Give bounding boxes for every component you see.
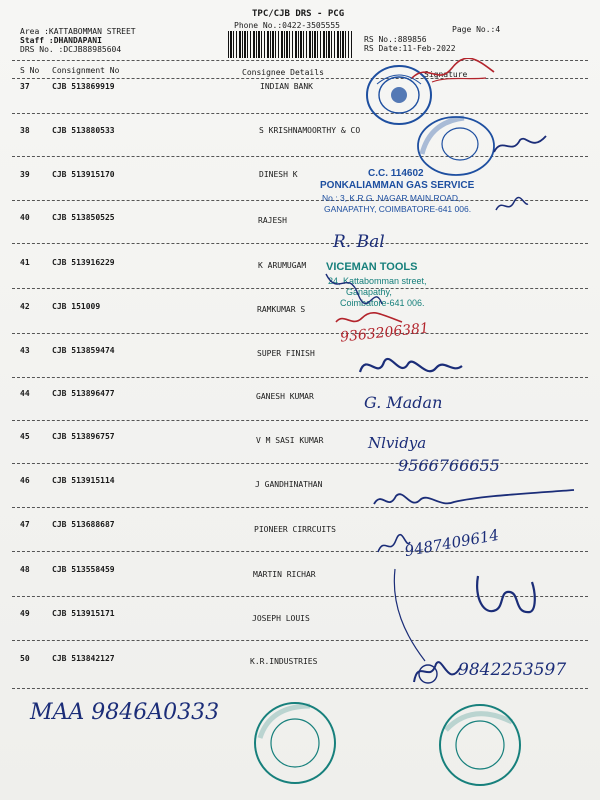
page-number: Page No.:4 xyxy=(452,25,501,34)
col-sno: S No xyxy=(20,66,40,75)
table-row xyxy=(0,432,600,476)
rs-number: RS No.:889856 xyxy=(364,35,427,44)
row-sno: 38 xyxy=(20,126,30,135)
row-divider xyxy=(12,243,588,244)
handwritten-phone: 9566766655 xyxy=(398,456,500,475)
row-divider xyxy=(12,377,588,378)
gas-service-stamp xyxy=(310,167,490,217)
stamp-line: C.C. 114602 xyxy=(368,168,424,179)
table-row xyxy=(0,213,600,257)
handwritten-note: MAA 9846A0333 xyxy=(30,700,220,725)
sheet-title: TPC/CJB DRS - PCG xyxy=(252,9,345,19)
row-consignee: SUPER FINISH xyxy=(257,349,315,358)
row-sno: 49 xyxy=(20,609,30,618)
signature-scribble xyxy=(470,568,540,622)
row-sno: 42 xyxy=(20,302,30,311)
row-consignment: CJB 513869919 xyxy=(52,82,115,91)
row-consignment: CJB 513915114 xyxy=(52,476,115,485)
row-divider xyxy=(12,333,588,334)
col-signature: Signature xyxy=(424,70,468,79)
row-consignee: V M SASI KUMAR xyxy=(256,436,324,445)
row-divider xyxy=(12,463,588,464)
row-divider xyxy=(12,288,588,289)
stamp-line: VICEMAN TOOLS xyxy=(326,261,418,273)
row-consignment: CJB 513896477 xyxy=(52,389,115,398)
table-row xyxy=(0,389,600,433)
row-consignee: MARTIN RICHAR xyxy=(253,570,316,579)
row-consignee: K ARUMUGAM xyxy=(258,261,307,270)
row-divider xyxy=(12,420,588,421)
handwritten-signature: Nlvidya xyxy=(368,434,427,452)
staff-label: Staff :DHANDAPANI xyxy=(20,36,102,45)
table-row xyxy=(0,520,600,564)
row-sno: 41 xyxy=(20,258,30,267)
row-divider xyxy=(12,551,588,552)
handwritten-signature: G. Madan xyxy=(364,393,443,412)
row-sno: 37 xyxy=(20,82,30,91)
rs-date: RS Date:11-Feb-2022 xyxy=(364,44,456,53)
column-divider xyxy=(12,78,588,79)
handwritten-phone: 9363206381 xyxy=(339,320,430,346)
stamp-line: Ganapathy, xyxy=(346,287,392,297)
stamp-line: Coimbatore-641 006. xyxy=(340,298,425,308)
row-consignment: CJB 513842127 xyxy=(52,654,115,663)
stamp-line: GANAPATHY, COIMBATORE-641 006. xyxy=(324,204,472,214)
signature-scribble xyxy=(385,565,465,665)
row-consignment: CJB 513558459 xyxy=(52,565,115,574)
table-row xyxy=(0,82,600,126)
row-consignee: RAMKUMAR S xyxy=(257,305,306,314)
stamp-line: No.: 3, K.R.G. NAGAR MAIN ROAD, xyxy=(322,193,461,203)
row-consignment: CJB 513859474 xyxy=(52,346,115,355)
row-consignee: INDIAN BANK xyxy=(260,82,313,91)
row-consignee: JOSEPH LOUIS xyxy=(252,614,310,623)
row-consignee: J GANDHINATHAN xyxy=(255,480,323,489)
handwritten-phone: 9487409614 xyxy=(403,525,501,561)
row-consignment: CJB 513880533 xyxy=(52,126,115,135)
devata-associates-stamp-left xyxy=(250,698,340,788)
row-sno: 43 xyxy=(20,346,30,355)
row-consignment: CJB 513915170 xyxy=(52,170,115,179)
row-sno: 46 xyxy=(20,476,30,485)
signature-scribble xyxy=(408,58,498,88)
row-consignee: PIONEER CIRRCUITS xyxy=(254,525,336,534)
barcode xyxy=(228,31,352,58)
stamp-line: PONKALIAMMAN GAS SERVICE xyxy=(320,180,475,191)
row-consignment: CJB 513915171 xyxy=(52,609,115,618)
table-row xyxy=(0,258,600,302)
row-divider xyxy=(12,640,588,641)
row-consignee: S KRISHNAMOORTHY & CO xyxy=(259,126,361,135)
row-sno: 48 xyxy=(20,565,30,574)
signature-scribble xyxy=(492,196,532,216)
signature-scribble xyxy=(370,486,580,520)
table-row xyxy=(0,346,600,390)
row-sno: 39 xyxy=(20,170,30,179)
signature-scribble xyxy=(356,350,466,384)
row-consignment: CJB 151009 xyxy=(52,302,101,311)
row-sno: 40 xyxy=(20,213,30,222)
row-sno: 45 xyxy=(20,432,30,441)
row-consignment: CJB 513916229 xyxy=(52,258,115,267)
col-consignment: Consignment No xyxy=(52,66,120,75)
row-consignment: CJB 513688687 xyxy=(52,520,115,529)
drs-number: DRS No. :DCJB88985604 xyxy=(20,45,122,54)
col-consignee: Consignee Details xyxy=(242,68,324,77)
row-sno: 50 xyxy=(20,654,30,663)
phone-number: Phone No.:0422-3505555 xyxy=(234,21,340,30)
row-consignee: DINESH K xyxy=(259,170,298,179)
devata-associates-stamp-right xyxy=(432,700,528,790)
row-sno: 44 xyxy=(20,389,30,398)
header-divider xyxy=(12,60,588,61)
handwritten-phone: 9842253597 xyxy=(458,660,567,680)
row-consignee: K.R.INDUSTRIES xyxy=(250,657,318,666)
row-sno: 47 xyxy=(20,520,30,529)
row-consignment: CJB 513896757 xyxy=(52,432,115,441)
row-consignee: GANESH KUMAR xyxy=(256,392,314,401)
stamp-line: 24, Kattabomman street, xyxy=(328,276,427,286)
row-consignee: RAJESH xyxy=(258,216,287,225)
table-row xyxy=(0,302,600,346)
handwritten-signature: R. Bal xyxy=(333,232,385,252)
row-consignment: CJB 513850525 xyxy=(52,213,115,222)
area-label: Area :KATTABOMMAN STREET xyxy=(20,27,136,36)
row-divider xyxy=(12,688,588,689)
row-divider xyxy=(12,113,588,114)
signature-scribble xyxy=(490,130,550,158)
